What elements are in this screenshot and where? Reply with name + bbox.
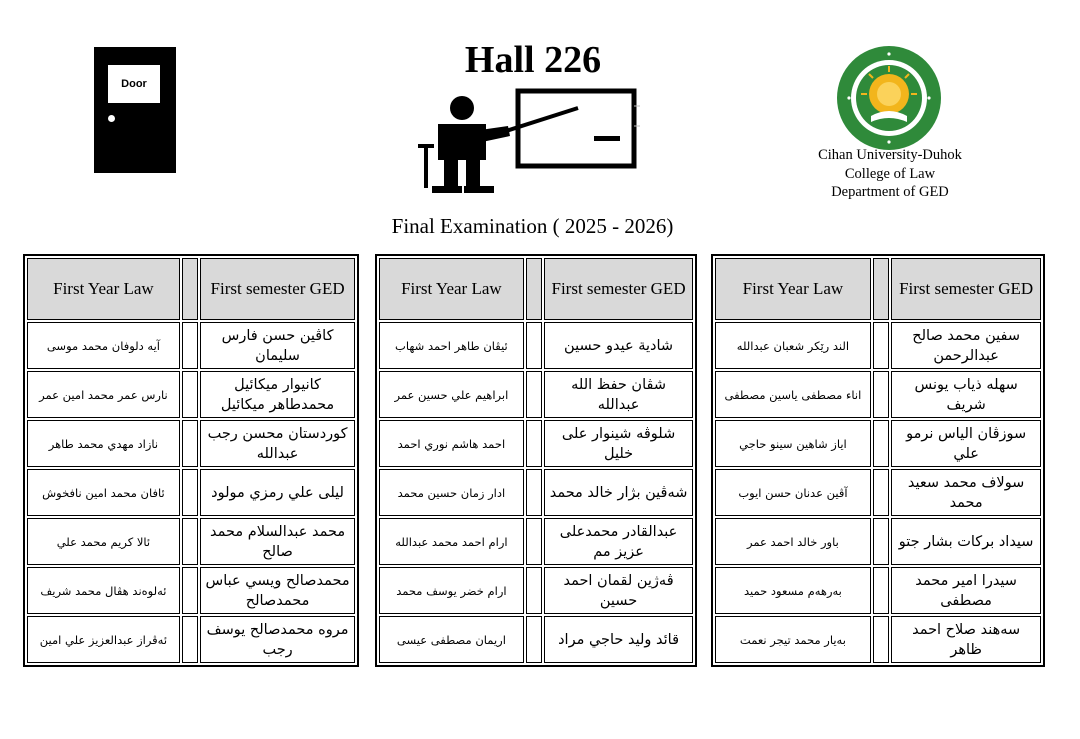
- spacer-cell: [873, 567, 889, 614]
- table-row: [379, 322, 693, 369]
- student-name-ged: شڤان حفظ الله عبدالله: [544, 371, 693, 418]
- student-name-ged: ڤەژين لقمان احمد حسين: [544, 567, 693, 614]
- table-row: [27, 518, 355, 565]
- spacer-cell: [182, 469, 198, 516]
- spacer-cell: [873, 322, 889, 369]
- seating-table-3: [711, 254, 1045, 667]
- table-header-row: [715, 258, 1041, 320]
- column-header-spacer: [182, 258, 198, 320]
- spacer-cell: [873, 616, 889, 663]
- student-name-law: ابراهيم علي حسين عمر: [379, 371, 524, 418]
- table-row: [27, 567, 355, 614]
- teacher-board-icon: [418, 86, 640, 208]
- student-name-law: ارام خضر يوسف محمد: [379, 567, 524, 614]
- student-name-ged: مروه محمدصالح يوسف رجب: [200, 616, 355, 663]
- spacer-cell: [182, 567, 198, 614]
- student-name-ged: محمد عبدالسلام محمد صالح: [200, 518, 355, 565]
- seating-table-2: [375, 254, 697, 667]
- student-name-ged: سيدرا امير محمد مصطفى: [891, 567, 1041, 614]
- student-name-ged: سيداد بركات بشار جتو: [891, 518, 1041, 565]
- student-name-ged: سوزڤان الياس نرمو علي: [891, 420, 1041, 467]
- student-name-ged: عبدالقادر محمدعلى عزيز مم: [544, 518, 693, 565]
- table-row: [715, 567, 1041, 614]
- student-name-law: احمد هاشم نوري احمد: [379, 420, 524, 467]
- table-row: [27, 469, 355, 516]
- student-name-ged: شلوڤه شينوار على خليل: [544, 420, 693, 467]
- door-icon: [94, 47, 176, 173]
- student-name-law: اياز شاهين سينو حاجي: [715, 420, 871, 467]
- table-row: [27, 322, 355, 369]
- student-name-ged: محمدصالح ويسي عباس محمدصالح: [200, 567, 355, 614]
- student-name-law: ادار زمان حسين محمد: [379, 469, 524, 516]
- student-name-law: بەرهەم مسعود حميد: [715, 567, 871, 614]
- column-header-first-semester-ged: First semester GED: [200, 258, 355, 320]
- table-row: [379, 371, 693, 418]
- hall-title: Hall 226: [464, 39, 602, 81]
- student-name-law: ئافان محمد امين نافخوش: [27, 469, 180, 516]
- table-row: [715, 518, 1041, 565]
- student-name-law: باور خالد احمد عمر: [715, 518, 871, 565]
- college-info: [780, 146, 1000, 202]
- college-line-college: College of Law: [844, 165, 936, 182]
- college-line-department: Department of GED: [831, 184, 949, 200]
- spacer-cell: [526, 322, 542, 369]
- spacer-cell: [526, 469, 542, 516]
- student-name-law: اناء مصطفى ياسين مصطفى: [715, 371, 871, 418]
- table-row: [27, 616, 355, 663]
- spacer-cell: [182, 420, 198, 467]
- student-name-law: ئەڤراز عبدالعزيز علي امين: [27, 616, 180, 663]
- spacer-cell: [526, 616, 542, 663]
- student-name-law: نازاد مهدي محمد طاهر: [27, 420, 180, 467]
- student-name-ged: سولاف محمد سعيد محمد: [891, 469, 1041, 516]
- spacer-cell: [182, 322, 198, 369]
- university-seal-logo: [835, 44, 943, 152]
- spacer-cell: [182, 616, 198, 663]
- column-header-spacer: [526, 258, 542, 320]
- column-header-spacer: [873, 258, 889, 320]
- column-header-first-year-law: First Year Law: [27, 258, 180, 320]
- student-name-ged: قائد وليد حاجي مراد: [544, 616, 693, 663]
- student-name-ged: كوردستان محسن رجب عبدالله: [200, 420, 355, 467]
- column-header-first-year-law: First Year Law: [715, 258, 871, 320]
- door-sign: Door: [108, 65, 160, 103]
- spacer-cell: [873, 469, 889, 516]
- seating-table-1: [23, 254, 359, 667]
- spacer-cell: [526, 518, 542, 565]
- student-name-ged: كانيوار ميكائيل محمدطاهر ميكائيل: [200, 371, 355, 418]
- student-name-law: ارام احمد محمد عبدالله: [379, 518, 524, 565]
- student-name-law: بەيار محمد تيجر نعمت: [715, 616, 871, 663]
- table-row: [379, 420, 693, 467]
- table-row: [27, 420, 355, 467]
- spacer-cell: [526, 420, 542, 467]
- student-name-law: اريمان مصطفى عيسى: [379, 616, 524, 663]
- table-row: [715, 616, 1041, 663]
- column-header-first-semester-ged: First semester GED: [544, 258, 693, 320]
- table-header-row: [379, 258, 693, 320]
- spacer-cell: [526, 371, 542, 418]
- column-header-first-semester-ged: First semester GED: [891, 258, 1041, 320]
- student-name-ged: سفين محمد صالح عبدالرحمن: [891, 322, 1041, 369]
- student-name-law: آيه دلوفان محمد موسى: [27, 322, 180, 369]
- table-row: [715, 420, 1041, 467]
- student-name-ged: شەڤين بژار خالد محمد: [544, 469, 693, 516]
- spacer-cell: [873, 518, 889, 565]
- table-row: [379, 567, 693, 614]
- student-name-ged: سهله ذياب يونس شريف: [891, 371, 1041, 418]
- table-row: [715, 322, 1041, 369]
- student-name-law: نارس عمر محمد امين عمر: [27, 371, 180, 418]
- student-name-ged: كاڤين حسن فارس سليمان: [200, 322, 355, 369]
- student-name-law: ئەلوەند هڤال محمد شريف: [27, 567, 180, 614]
- spacer-cell: [873, 371, 889, 418]
- student-name-ged: شادية عيدو حسين: [544, 322, 693, 369]
- table-row: [715, 371, 1041, 418]
- spacer-cell: [873, 420, 889, 467]
- spacer-cell: [182, 371, 198, 418]
- exam-title: Final Examination ( 2025 - 2026): [391, 214, 674, 238]
- table-header-row: [27, 258, 355, 320]
- student-name-law: آڤين عدنان حسن ايوب: [715, 469, 871, 516]
- table-row: [379, 616, 693, 663]
- table-row: [715, 469, 1041, 516]
- column-header-first-year-law: First Year Law: [379, 258, 524, 320]
- spacer-cell: [526, 567, 542, 614]
- student-name-law: ئالا كريم محمد علي: [27, 518, 180, 565]
- college-line-university: Cihan University-Duhok: [818, 147, 962, 163]
- student-name-law: الند رێكر شعبان عبدالله: [715, 322, 871, 369]
- student-name-law: ئيڤان طاهر احمد شهاب: [379, 322, 524, 369]
- table-row: [27, 371, 355, 418]
- table-row: [379, 518, 693, 565]
- student-name-ged: ليلى علي رمزي مولود: [200, 469, 355, 516]
- door-knob: [108, 115, 115, 122]
- spacer-cell: [182, 518, 198, 565]
- student-name-ged: سەهند صلاح احمد ظاهر: [891, 616, 1041, 663]
- table-row: [379, 469, 693, 516]
